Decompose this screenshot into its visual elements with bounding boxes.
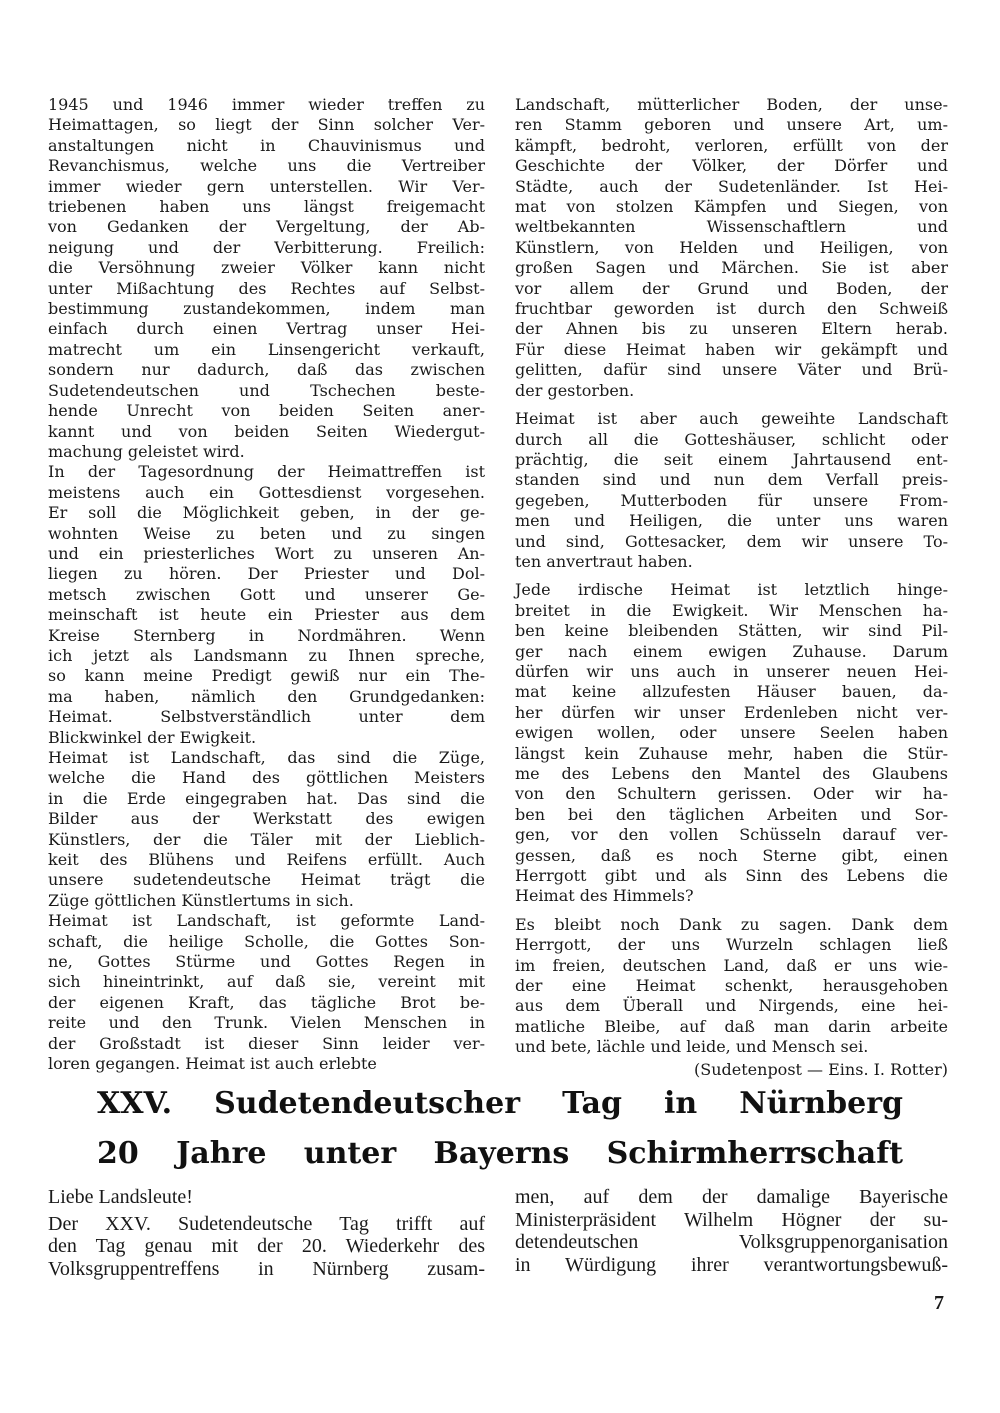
text-line: gessen, daß es noch Sterne gibt, einen xyxy=(515,845,948,865)
headline-line-2: 20 Jahre unter Bayerns Schirmherrschaft xyxy=(97,1136,903,1171)
text-line: Jede irdische Heimat ist letztlich hinge- xyxy=(515,580,948,600)
text-line: unsere sudetendeutsche Heimat trägt die xyxy=(48,870,485,890)
paragraph xyxy=(515,580,948,907)
second-article-right-column xyxy=(515,1186,948,1276)
text-line: ma haben, nämlich den Grundgedanken: xyxy=(48,686,485,706)
text-line: ben keine bleibenden Stätten, wir sind Pil- xyxy=(515,621,948,641)
text-line: triebenen haben uns längst freigemacht xyxy=(48,197,485,217)
text-line: im freien, deutschen Land, daß er uns wie- xyxy=(515,955,948,975)
text-line: Der XXV. Sudetendeutsche Tag trifft auf xyxy=(48,1212,485,1235)
text-line: kämpft, bedroht, verloren, erfüllt von der xyxy=(515,135,948,155)
text-line: ten anvertraut haben. xyxy=(515,551,693,571)
paragraph xyxy=(48,911,485,1074)
text-line: in Würdigung ihrer verantwortungsbewuß- xyxy=(515,1253,948,1276)
text-line: matrecht um ein Linsengericht verkauft, xyxy=(48,339,485,359)
text-line: den Tag genau mit der 20. Wiederkehr des xyxy=(48,1235,485,1257)
text-line: wohnten Weise zu beten und zu singen xyxy=(48,523,485,543)
text-line: einfach durch einen Vertrag unser Hei- xyxy=(48,319,485,339)
article-left-column xyxy=(48,95,485,1075)
text-line: anstaltungen nicht in Chauvinismus und xyxy=(48,135,485,155)
text-line: meistens auch ein Gottesdienst vorgesehen. xyxy=(48,482,485,502)
text-line: vor allem der Grund und Boden, der xyxy=(515,278,948,298)
headline-line-1: XXV. Sudetendeutscher Tag in Nürnberg xyxy=(97,1086,903,1121)
text-line: Heimattagen, so liegt der Sinn solcher Ver- xyxy=(48,115,485,135)
text-line: Revanchismus, welche uns die Vertreiber xyxy=(48,156,485,176)
text-line: ne, Gottes Stürme und Gottes Regen in xyxy=(48,952,485,972)
article-credit: (Sudetenpost — Eins. I. Rotter) xyxy=(694,1059,948,1079)
text-line: keit des Blühens und Reifens erfüllt. Auch xyxy=(48,850,485,870)
paragraph xyxy=(48,748,485,911)
text-line: Heimat. Selbstverständlich unter dem xyxy=(48,707,485,727)
text-line: Bilder aus der Werkstatt des ewigen xyxy=(48,809,485,829)
text-line: Volksgruppentreffens in Nürnberg zusam- xyxy=(48,1257,485,1280)
text-line: ger nach einem ewigen Zuhause. Darum xyxy=(515,641,948,661)
text-line: dürfen wir uns auch in unserer neuen Hei- xyxy=(515,661,948,681)
text-line: gen, vor den vollen Schüsseln darauf ver- xyxy=(515,825,948,845)
text-line: Heimat des Himmels? xyxy=(515,886,694,906)
text-line: gelitten, dafür sind unsere Väter und Brü- xyxy=(515,360,948,380)
text-line: 1945 und 1946 immer wieder treffen zu xyxy=(48,95,485,114)
text-line: in die Erde eingegraben hat. Das sind die xyxy=(48,788,485,808)
text-line: ewigen wollen, oder unsere Seelen haben xyxy=(515,723,948,743)
text-line: der Großstadt ist dieser Sinn leider ver- xyxy=(48,1033,485,1053)
text-line: machung geleistet wird. xyxy=(48,441,245,461)
text-line: Landschaft, mütterlicher Boden, der unse- xyxy=(515,95,948,114)
text-line: Für diese Heimat haben wir gekämpft und xyxy=(515,339,948,359)
text-line: und bete, lächle und leide, und Mensch sei. xyxy=(515,1037,869,1057)
paragraph xyxy=(48,462,485,748)
text-line: Züge göttlichen Künstlertums in sich. xyxy=(48,890,354,910)
text-line: sondern nur dadurch, daß das zwischen xyxy=(48,360,485,380)
text-line: bestimmung zustandekommen, indem man xyxy=(48,299,485,319)
text-line: Heimat ist Landschaft, das sind die Züge, xyxy=(48,748,485,767)
second-article-left-column xyxy=(48,1186,485,1280)
text-line: längst kein Zuhause mehr, haben die Stür- xyxy=(515,743,948,763)
text-line: standen sind und nun dem Verfall preis- xyxy=(515,470,948,490)
text-line: mat von stolzen Kämpfen und Siegen, von xyxy=(515,197,948,217)
text-line: men und Heiligen, die unter uns waren xyxy=(515,511,948,531)
text-line: weltbekannten Wissenschaftlern und xyxy=(515,217,948,237)
text-line: unter Mißachtung des Rechtes auf Selbst- xyxy=(48,278,485,298)
text-line: In der Tagesordnung der Heimattreffen ist xyxy=(48,462,485,482)
text-line: Künstlers, der die Täler mit der Lieblich- xyxy=(48,829,485,849)
text-line: fruchtbar geworden ist durch den Schweiß xyxy=(515,299,948,319)
text-line: gegeben, Mutterboden für unsere From- xyxy=(515,490,948,510)
text-line: ren Stamm geboren und unsere Art, um- xyxy=(515,115,948,135)
text-line: detendeutschen Volksgruppenorganisation xyxy=(515,1231,948,1253)
text-line: und sind, Gottesacker, dem wir unsere To- xyxy=(515,531,948,551)
text-line: me des Lebens den Mantel des Glaubens xyxy=(515,764,948,783)
text-line: Heimat ist aber auch geweihte Landschaft xyxy=(515,409,948,429)
article-right-column xyxy=(515,95,948,1080)
text-line: Ministerpräsident Wilhelm Högner der su- xyxy=(515,1208,948,1231)
text-line: so kann meine Predigt gewiß nur ein The- xyxy=(48,666,485,686)
text-line: von den Schultern gerissen. Oder wir ha- xyxy=(515,784,948,804)
text-line: Geschichte der Völker, der Dörfer und xyxy=(515,156,948,176)
text-line: liegen zu hören. Der Priester und Dol- xyxy=(48,564,485,584)
text-line: Es bleibt noch Dank zu sagen. Dank dem xyxy=(515,914,948,934)
text-line: reite und den Trunk. Vielen Menschen in xyxy=(48,1013,485,1033)
text-line: der eine Heimat schenkt, herausgehoben xyxy=(515,976,948,996)
text-line: großen Sagen und Märchen. Sie ist aber xyxy=(515,258,948,278)
text-line: Er soll die Möglichkeit geben, in der ge- xyxy=(48,503,485,523)
text-line: Herrgott gibt und als Sinn des Lebens die xyxy=(515,866,948,886)
text-line: mat keine allzufesten Häuser bauen, da- xyxy=(515,682,948,702)
page-number: 7 xyxy=(934,1292,944,1314)
text-line: schaft, die heilige Scholle, die Gottes Son- xyxy=(48,931,485,951)
text-line: matliche Bleibe, auf daß man darin arbeite xyxy=(515,1016,948,1036)
text-line: ich jetzt als Landsmann zu Ihnen spreche, xyxy=(48,645,485,665)
text-line: kannt und von beiden Seiten Wiedergut- xyxy=(48,421,485,441)
text-line: metsch zwischen Gott und unserer Ge- xyxy=(48,584,485,604)
paragraph xyxy=(515,409,948,572)
text-line: Sudetendeutschen und Tschechen beste- xyxy=(48,380,485,400)
text-line: Städte, auch der Sudetenländer. Ist Hei- xyxy=(515,176,948,196)
text-line: durch all die Gotteshäuser, schlicht oder xyxy=(515,429,948,449)
text-line: Blickwinkel der Ewigkeit. xyxy=(48,727,257,747)
text-line: der gestorben. xyxy=(515,380,635,400)
text-line: welche die Hand des göttlichen Meisters xyxy=(48,768,485,788)
text-line: breitet in die Ewigkeit. Wir Menschen ha- xyxy=(515,600,948,620)
paragraph xyxy=(48,95,485,462)
text-line: Herrgott, der uns Wurzeln schlagen ließ xyxy=(515,935,948,955)
text-line: ben bei den täglichen Arbeiten und Sor- xyxy=(515,804,948,824)
text-line: meinschaft ist heute ein Priester aus dem xyxy=(48,605,485,625)
text-line: neigung und der Verbitterung. Freilich: xyxy=(48,237,485,257)
text-line: Künstlern, von Helden und Heiligen, von xyxy=(515,237,948,257)
text-line: die Versöhnung zweier Völker kann nicht xyxy=(48,258,485,278)
text-line: der Ahnen bis zu unseren Eltern herab. xyxy=(515,319,948,339)
text-line: der eigenen Kraft, das tägliche Brot be- xyxy=(48,992,485,1012)
paragraph xyxy=(515,915,948,1058)
text-line: immer wieder gern unterstellen. Wir Ver- xyxy=(48,176,485,196)
text-line: und ein priesterliches Wort zu unseren An- xyxy=(48,543,485,563)
text-line: sich hineintrinkt, auf daß sie, vereint mit xyxy=(48,972,485,992)
text-line: aus dem Überall und Nirgends, eine hei- xyxy=(515,996,948,1016)
text-line: Kreise Sternberg in Nordmähren. Wenn xyxy=(48,625,485,645)
text-line: men, auf dem der damalige Bayerische xyxy=(515,1186,948,1208)
text-line: her dürfen wir unser Erdenleben nicht ver- xyxy=(515,702,948,722)
text-line: loren gegangen. Heimat ist auch erlebte xyxy=(48,1054,377,1074)
salutation: Liebe Landsleute! xyxy=(48,1186,193,1208)
text-line: Heimat ist Landschaft, ist geformte Land- xyxy=(48,911,485,931)
paragraph xyxy=(515,95,948,401)
text-line: hende Unrecht von beiden Seiten aner- xyxy=(48,401,485,421)
text-line: prächtig, die seit einem Jahrtausend ent- xyxy=(515,449,948,469)
text-line: von Gedanken der Vergeltung, der Ab- xyxy=(48,217,485,237)
